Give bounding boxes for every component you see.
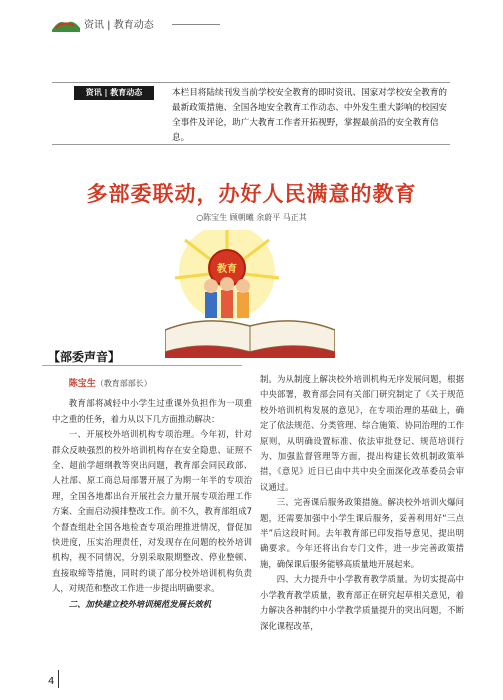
- section-heading: [42, 346, 242, 366]
- paragraph: 一、开展校外培训机构专项治理。今年初，针对群众反映强烈的校外培训机构存在安全隐患、证照不全、超前学超纲教等突出问题，教育部会同民政部、人社部、原工商总局部署开展了为期一年半的专项治理，全国各地都出台开展社会力量开展专项治理工作方案、全面启动摸排整改工作。前不久，教育部组成7个督查组赴全国各地检查专项治理推进情况，督促加快进度，压实治理责任，对发现存在问题的校外培训机构，视不同情况，分别采取限期整改、停业整顿、直接取缔等措施，同时约谈了部分校外培训机构负责人，对规范和整改工作进一步提出明确要求。: [52, 429, 252, 594]
- intro-rule-bottom: [52, 144, 450, 145]
- article-title: 多部委联动，办好人民满意的教育: [86, 182, 417, 206]
- byline: [52, 376, 252, 392]
- paragraph: 三、完善课后服务政策措施。解决校外培训火爆问题，还需要加强中小学生课后服务，妥善利用好“三点半”后这段时间。去年教育部已印发指导意见，提出明确要求。今年还将出台专门文件，进一步完善政策措施，确保课后服务能够高质量地开展起来。: [260, 497, 464, 569]
- subheading: 二、加快建立校外培训规范发展长效机: [68, 598, 212, 609]
- left-column: [52, 376, 252, 612]
- intro-text: 本栏目将陆续刊发当前学校安全教育的即时资讯、国家对学校安全教育的最新政策措施、全国各地安全教育工作动态、中外发生重大影响的校园安全事件及评论，助广大教育工作者开拓视野，掌握最前沿的安全教育信息。: [172, 88, 448, 143]
- page-number: 4: [48, 676, 55, 687]
- paragraph: 教育部将减轻中小学生过重课外负担作为一项重中之重的任务，着力从以下几方面推动解决：: [52, 398, 252, 424]
- paragraph: 四、大力提升中小学教育教学质量。为切实提高中小学教育教学质量，教育部正在研究起草相关意见，着力解决各种制约中小学教学质量提升的突出问题，不断深化课程改革，: [260, 574, 464, 631]
- column-intro: [52, 82, 452, 148]
- right-column: [260, 372, 464, 634]
- section-heading-text: 【部委声音】: [48, 350, 121, 364]
- header-section-label: 资讯 | 教育动态: [84, 20, 154, 31]
- illustration-badge-text: 教育: [217, 264, 237, 275]
- page-header: [52, 14, 472, 34]
- magazine-logo-icon: [52, 16, 80, 32]
- section-heading-rule: [42, 365, 242, 366]
- byline-name: 陈宝生: [68, 379, 96, 389]
- illustration-book-children: [165, 230, 335, 360]
- page-number-rule: [58, 670, 59, 688]
- header-rule: [172, 24, 220, 25]
- byline-role: （教育部部长）: [95, 379, 152, 388]
- intro-label: 资讯 | 教育动态: [74, 86, 154, 100]
- paragraph: 制。为从制度上解决校外培训机构无序发展问题，根据中央部署，教育部会同有关部门研究制定了《关于规范校外培训机构发展的意见》，在专项治理的基础上，确定了依法规范、分类管理、综合施策、协同治理的工作原则，从明确设置标准、依法审批登记、规范培训行为、加强监督管理等方面，提出构建长效机制政策举措，《意见》近日已由中共中央全面深化改革委员会审议通过。: [260, 374, 464, 492]
- intro-rule-top: [52, 82, 450, 83]
- article-authors: ○陈宝生 顾朝曦 余蔚平 马正其: [196, 213, 307, 222]
